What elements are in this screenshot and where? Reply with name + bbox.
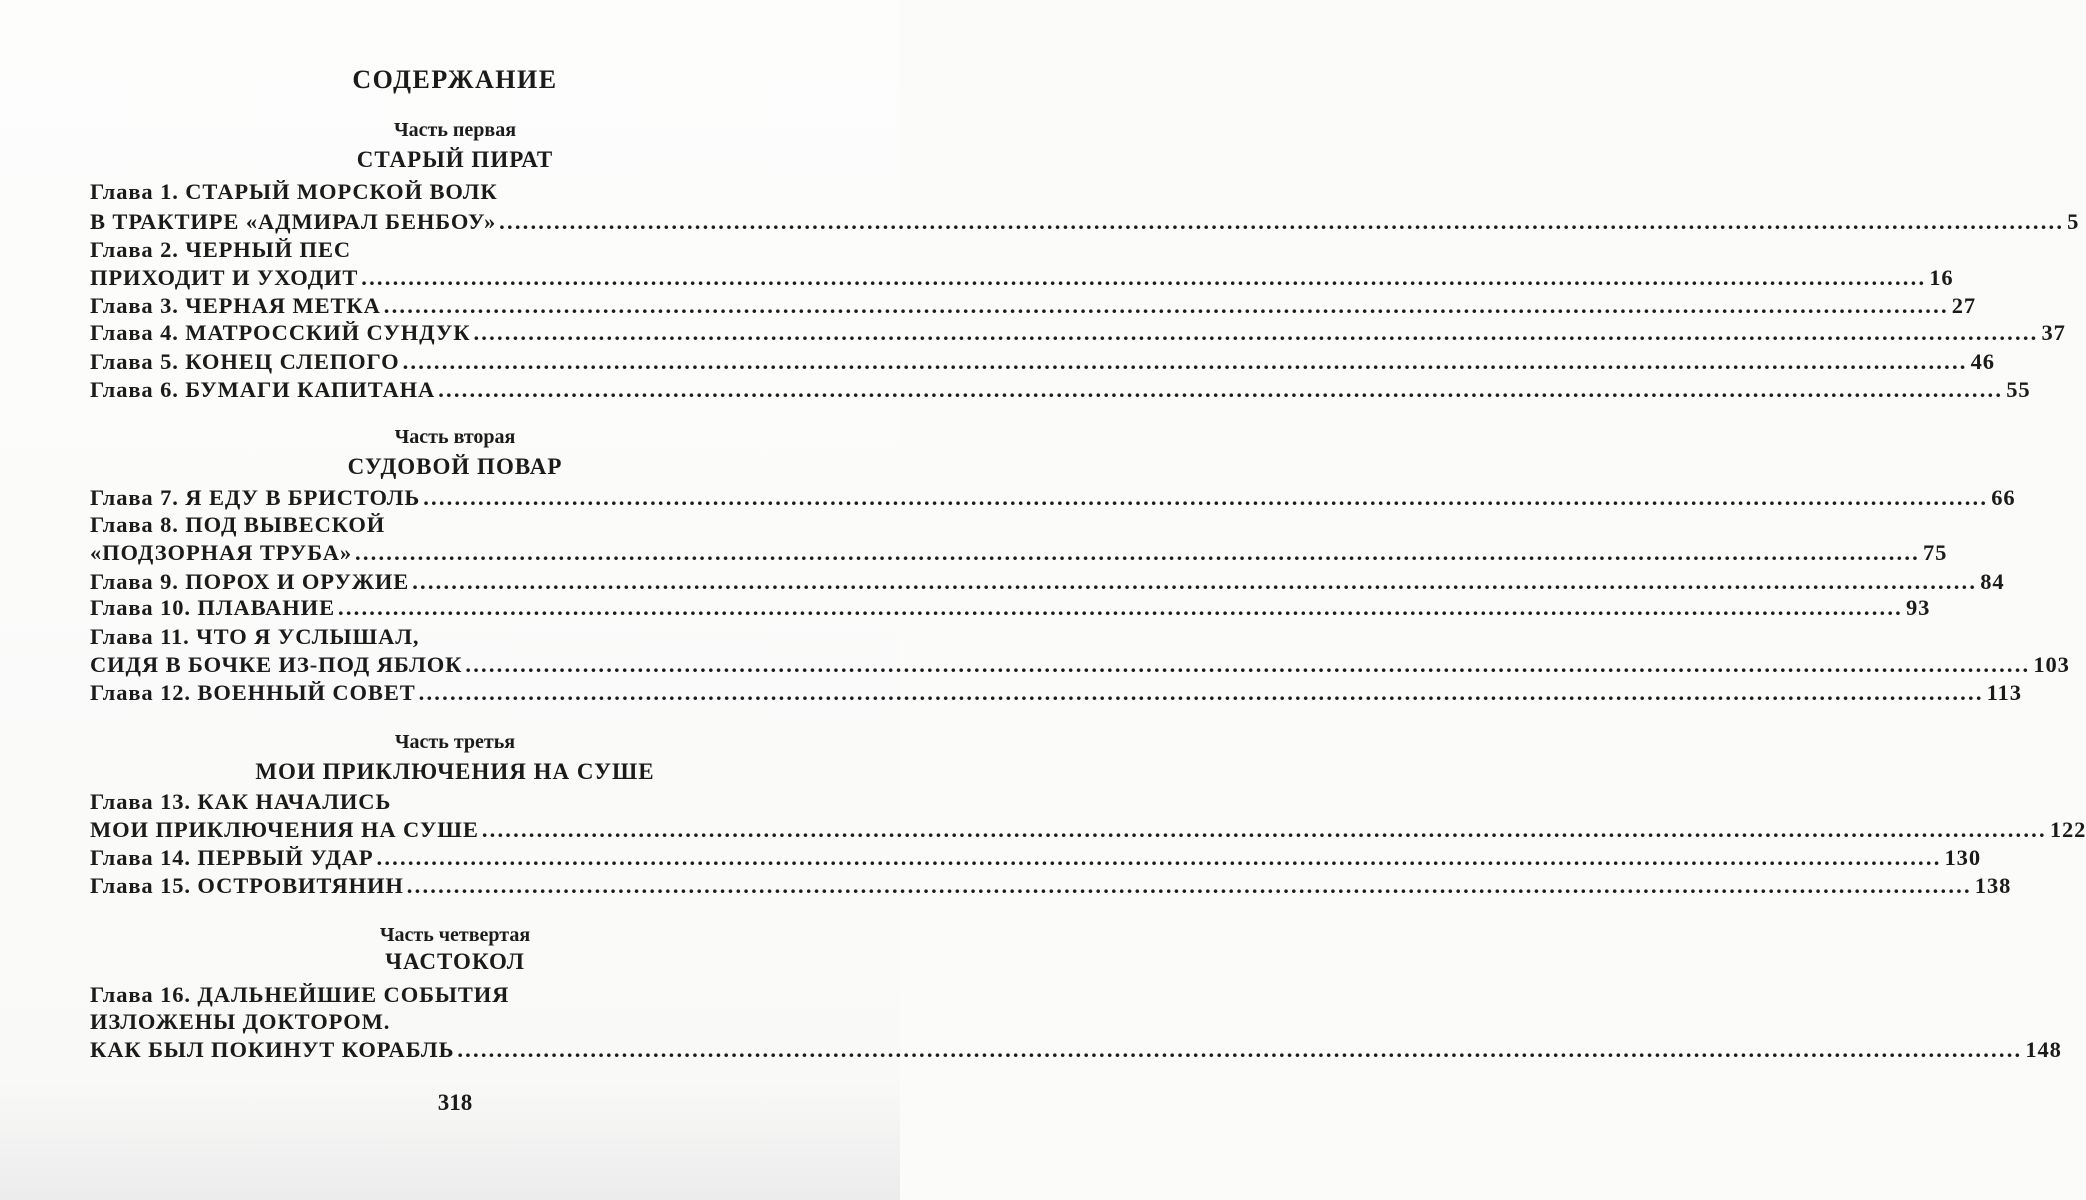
dot-leader: ........................................................................................................................................................................................................ (361, 265, 1927, 290)
chapter-title: Глава 11. ЧТО Я УСЛЫШАЛ, (90, 624, 420, 649)
chapter-page-number: 66 (1991, 485, 2016, 510)
chapter-title: Глава 10. ПЛАВАНИЕ (90, 595, 335, 620)
contents-title: СОДЕРЖАНИЕ (352, 65, 558, 94)
chapter-page-number: 130 (1944, 845, 1981, 870)
part-label: Часть третья (394, 731, 516, 753)
toc-entry-line[interactable] (90, 376, 2031, 404)
chapter-page-number: 16 (1929, 265, 1954, 290)
chapter-title: Глава 4. МАТРОССКИЙ СУНДУК (90, 320, 471, 345)
chapter-page-number: 138 (1974, 873, 2012, 898)
chapter-page-number: 46 (1970, 349, 1995, 374)
chapter-title: Глава 6. БУМАГИ КАПИТАНА (90, 377, 436, 402)
part-title: МОИ ПРИКЛЮЧЕНИЯ НА СУШЕ (255, 759, 655, 784)
toc-entry-line[interactable] (90, 816, 2086, 844)
toc-entry-line[interactable] (90, 319, 2066, 347)
toc-entry-line[interactable] (90, 594, 1931, 622)
dot-leader: ........................................................................................................................................................................................................ (338, 595, 1903, 620)
part-label: Часть четвертая (379, 924, 531, 946)
dot-leader: ........................................................................................................................................................................................................ (412, 569, 1978, 594)
chapter-page-number: 148 (2025, 1037, 2062, 1062)
toc-entry-line[interactable] (90, 292, 1977, 320)
chapter-title: КАК БЫЛ ПОКИНУТ КОРАБЛЬ (90, 1037, 455, 1062)
chapter-title: Глава 15. ОСТРОВИТЯНИН (90, 873, 404, 898)
toc-entry-line[interactable] (90, 623, 823, 651)
toc-entry-line[interactable] (90, 208, 2080, 236)
chapter-title: Глава 13. КАК НАЧАЛИСЬ (90, 789, 392, 814)
toc-entry-line[interactable] (90, 1036, 2062, 1064)
page-number: 318 (437, 1090, 473, 1115)
toc-entry-line[interactable] (90, 872, 2012, 900)
chapter-title: Глава 7. Я ЕДУ В БРИСТОЛЬ (90, 485, 421, 510)
dot-leader: ........................................................................................................................................................................................................ (465, 652, 2031, 677)
chapter-title: Глава 16. ДАЛЬНЕЙШИЕ СОБЫТИЯ (90, 982, 510, 1007)
chapter-title: Глава 8. ПОД ВЫВЕСКОЙ (90, 512, 386, 537)
dot-leader: ........................................................................................................................................................................................................ (406, 873, 1972, 898)
chapter-title: МОИ ПРИКЛЮЧЕНИЯ НА СУШЕ (90, 817, 479, 842)
toc-entry-line[interactable] (90, 1008, 823, 1036)
dot-leader: ........................................................................................................................................................................................................ (376, 845, 1942, 870)
dot-leader: ........................................................................................................................................................................................................ (423, 485, 1989, 510)
dot-leader: ........................................................................................................................................................................................................ (481, 817, 2047, 842)
part-label: Часть вторая (394, 426, 516, 448)
dot-leader: ........................................................................................................................................................................................................ (473, 320, 2039, 345)
chapter-page-number: 93 (1906, 595, 1931, 620)
toc-entry-line[interactable] (90, 511, 823, 539)
chapter-title: Глава 2. ЧЕРНЫЙ ПЕС (90, 237, 352, 262)
chapter-title: Глава 3. ЧЕРНАЯ МЕТКА (90, 293, 381, 318)
toc-entry-line[interactable] (90, 178, 823, 206)
chapter-page-number: 27 (1951, 293, 1977, 318)
part-title: ЧАСТОКОЛ (385, 949, 525, 974)
chapter-title: «ПОДЗОРНАЯ ТРУБА» (90, 540, 352, 565)
chapter-page-number: 122 (2049, 817, 2086, 842)
chapter-title: Глава 9. ПОРОХ И ОРУЖИЕ (90, 569, 410, 594)
dot-leader: ........................................................................................................................................................................................................ (438, 377, 2004, 402)
toc-entry-line[interactable] (90, 844, 1981, 872)
dot-leader: ........................................................................................................................................................................................................ (402, 349, 1968, 374)
dot-leader: ........................................................................................................................................................................................................ (418, 680, 1984, 705)
part-title: СУДОВОЙ ПОВАР (347, 454, 563, 479)
chapter-title: Глава 5. КОНЕЦ СЛЕПОГО (90, 349, 400, 374)
chapter-title: СИДЯ В БОЧКЕ ИЗ-ПОД ЯБЛОК (90, 652, 463, 677)
toc-entry-line[interactable] (90, 264, 1954, 292)
toc-entry-line[interactable] (90, 348, 1995, 376)
chapter-page-number: 37 (2041, 320, 2066, 345)
chapter-page-number: 113 (1986, 680, 2022, 705)
toc-entry-line[interactable] (90, 568, 2005, 596)
chapter-page-number: 5 (2067, 209, 2080, 234)
dot-leader: ........................................................................................................................................................................................................ (457, 1037, 2023, 1062)
chapter-title: Глава 12. ВОЕННЫЙ СОВЕТ (90, 680, 416, 705)
toc-entry-line[interactable] (90, 788, 823, 816)
part-label: Часть первая (393, 119, 517, 141)
chapter-page-number: 55 (2006, 377, 2031, 402)
dot-leader: ........................................................................................................................................................................................................ (383, 293, 1949, 318)
chapter-title: Глава 14. ПЕРВЫЙ УДАР (90, 845, 374, 870)
chapter-title: Глава 1. СТАРЫЙ МОРСКОЙ ВОЛК (90, 179, 498, 204)
toc-entry-line[interactable] (90, 651, 2070, 679)
dot-leader: ........................................................................................................................................................................................................ (355, 540, 1920, 565)
chapter-page-number: 103 (2033, 652, 2070, 677)
chapter-title: В ТРАКТИРЕ «АДМИРАЛ БЕНБОУ» (90, 209, 497, 234)
dot-leader: ........................................................................................................................................................................................................ (499, 209, 2065, 234)
part-title: СТАРЫЙ ПИРАТ (356, 147, 554, 172)
chapter-title: ПРИХОДИТ И УХОДИТ (90, 265, 359, 290)
chapter-title: ИЗЛОЖЕНЫ ДОКТОРОМ. (90, 1009, 391, 1034)
chapter-page-number: 75 (1923, 540, 1948, 565)
toc-entry-line[interactable] (90, 679, 2022, 707)
toc-entry-line[interactable] (90, 236, 823, 264)
toc-entry-line[interactable] (90, 981, 823, 1009)
chapter-page-number: 84 (1980, 569, 2005, 594)
toc-entry-line[interactable] (90, 484, 2016, 512)
toc-entry-line[interactable] (90, 539, 1948, 567)
